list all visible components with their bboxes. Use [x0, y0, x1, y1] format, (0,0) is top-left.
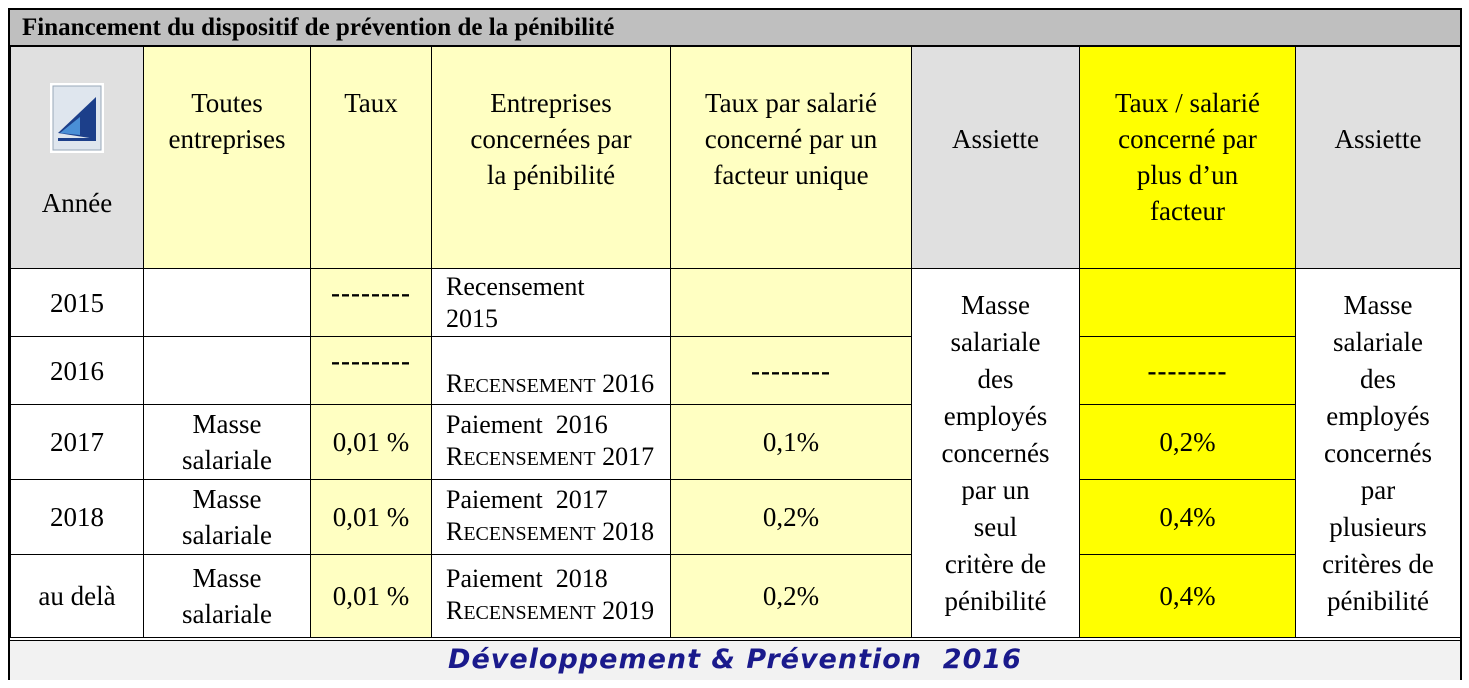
taux-plus-cell: 0,4% — [1080, 555, 1296, 638]
entreprises-cell — [432, 405, 671, 480]
toutes-line: salariale — [182, 445, 272, 475]
header-taux-plus-line: facteur — [1150, 196, 1225, 226]
header-toutes-line: Toutes — [191, 88, 263, 118]
taux-cell: 0,01 % — [311, 480, 432, 555]
assiette-line: plusieurs — [1329, 511, 1427, 542]
header-annee-label: Année — [41, 188, 113, 218]
paiement-line: Paiement 2016 — [446, 410, 608, 439]
toutes-line: Masse — [192, 563, 262, 593]
header-entreprises-line: la pénibilité — [486, 160, 616, 190]
page-title: Financement du dispositif de prévention de la pénibilité — [22, 14, 615, 41]
assiette-line: critère de — [944, 548, 1047, 579]
taux-unique-cell: -------- — [671, 337, 912, 405]
recensement-initial: R — [446, 442, 464, 471]
toutes-line: salariale — [182, 599, 272, 629]
table-row — [11, 555, 1461, 638]
taux-cell: -------- — [311, 269, 432, 337]
assiette-line: employés — [1326, 400, 1430, 431]
assiette-line: employés — [943, 400, 1048, 431]
recensement-line — [446, 516, 670, 550]
footer-text: Développement & Prévention 2016 — [448, 644, 1022, 675]
taux-plus-cell — [1080, 269, 1296, 337]
recensement-smallcaps: ECENSEMENT — [463, 448, 596, 470]
paiement-line: Paiement 2017 — [446, 485, 608, 514]
header-assiette-unique — [912, 47, 1080, 269]
financing-table — [10, 46, 1461, 638]
header-toutes-entreprises — [144, 47, 311, 269]
taux-cell: 0,01 % — [311, 405, 432, 480]
year-cell: 2015 — [11, 269, 144, 337]
assiette-line: concernés — [1324, 437, 1432, 468]
assiette-line: par — [1360, 474, 1396, 505]
header-taux-label: Taux — [344, 88, 398, 118]
header-taux-plus-line: Taux / salarié — [1114, 88, 1261, 118]
header-taux-plusieurs-facteurs — [1080, 47, 1296, 269]
header-taux-plus-line: plus d’un — [1136, 160, 1239, 190]
table-row — [11, 480, 1461, 555]
header-row — [11, 47, 1461, 269]
year-cell: 2016 — [11, 337, 144, 405]
recensement-year: 2015 — [446, 304, 498, 333]
assiette-line: critères de — [1322, 548, 1434, 579]
taux-unique-cell: 0,1% — [671, 405, 912, 480]
toutes-cell — [144, 480, 311, 555]
recensement-smallcaps: ECENSEMENT — [463, 523, 596, 545]
header-toutes-line: entreprises — [168, 124, 286, 154]
recensement-line — [446, 441, 670, 475]
header-entreprises-line: concernées par — [470, 124, 632, 154]
recensement-smallcaps: ECENSEMENT — [463, 602, 596, 624]
recensement-year: 2016 — [602, 369, 655, 398]
header-entreprises-concernees — [432, 47, 671, 269]
recensement-smallcaps: ECENSEMENT — [463, 375, 596, 397]
assiette-line: par un — [961, 474, 1030, 505]
assiette-unique-cell — [912, 269, 1080, 638]
recensement-year: 2019 — [602, 596, 655, 625]
toutes-line: salariale — [182, 520, 272, 550]
assiette-line: concernés — [941, 437, 1050, 468]
table-row — [11, 269, 1461, 337]
header-annee — [11, 47, 144, 269]
toutes-line: Masse — [192, 484, 262, 514]
assiette-line: seul — [973, 511, 1018, 542]
recensement-line: Recensement — [446, 272, 585, 301]
toutes-cell — [144, 405, 311, 480]
table-row — [11, 405, 1461, 480]
header-assiette-label: Assiette — [952, 124, 1039, 154]
assiette-line: Masse — [1343, 289, 1413, 320]
paiement-line: Paiement 2018 — [446, 564, 608, 593]
header-taux-unique-line: Taux par salarié — [704, 88, 878, 118]
taux-unique-cell: 0,2% — [671, 480, 912, 555]
taux-unique-cell — [671, 269, 912, 337]
recensement-year: 2018 — [602, 517, 655, 546]
recensement-line — [446, 595, 670, 629]
recensement-line — [446, 368, 670, 402]
year-cell: 2017 — [11, 405, 144, 480]
header-assiette-plusieurs — [1296, 47, 1461, 269]
taux-cell: -------- — [311, 337, 432, 405]
toutes-cell — [144, 269, 311, 337]
taux-plus-cell: -------- — [1080, 337, 1296, 405]
taux-plus-cell: 0,2% — [1080, 405, 1296, 480]
logo-icon — [50, 83, 104, 153]
header-taux-facteur-unique — [671, 47, 912, 269]
header-taux-plus-line: concerné par — [1118, 124, 1257, 154]
recensement-initial: R — [446, 517, 464, 546]
entreprises-cell — [432, 337, 671, 405]
recensement-initial: R — [446, 596, 464, 625]
assiette-plusieurs-cell — [1296, 269, 1461, 638]
header-entreprises-line: Entreprises — [490, 88, 612, 118]
assiette-line: salariale — [950, 326, 1041, 357]
table-row — [11, 337, 1461, 405]
toutes-cell — [144, 555, 311, 638]
assiette-line: Masse — [961, 289, 1030, 320]
assiette-line: pénibilité — [944, 585, 1047, 616]
toutes-line: Masse — [192, 409, 262, 439]
taux-unique-cell: 0,2% — [671, 555, 912, 638]
recensement-initial: R — [446, 369, 464, 398]
assiette-line: des — [1360, 363, 1396, 394]
toutes-cell — [144, 337, 311, 405]
header-taux-unique-line: concerné par un — [704, 124, 878, 154]
entreprises-cell — [432, 555, 671, 638]
year-cell: 2018 — [11, 480, 144, 555]
taux-cell: 0,01 % — [311, 555, 432, 638]
taux-plus-cell: 0,4% — [1080, 480, 1296, 555]
entreprises-cell — [432, 269, 671, 337]
header-taux-unique-line: facteur unique — [713, 160, 869, 190]
footer-bar — [10, 640, 1460, 680]
document-frame — [8, 8, 1462, 680]
header-taux — [311, 47, 432, 269]
recensement-year: 2017 — [602, 442, 655, 471]
assiette-line: pénibilité — [1327, 585, 1429, 616]
entreprises-cell — [432, 480, 671, 555]
year-cell: au delà — [11, 555, 144, 638]
title-bar — [10, 10, 1460, 46]
assiette-line: des — [977, 363, 1014, 394]
header-assiette-label: Assiette — [1334, 124, 1422, 154]
assiette-line: salariale — [1333, 326, 1423, 357]
